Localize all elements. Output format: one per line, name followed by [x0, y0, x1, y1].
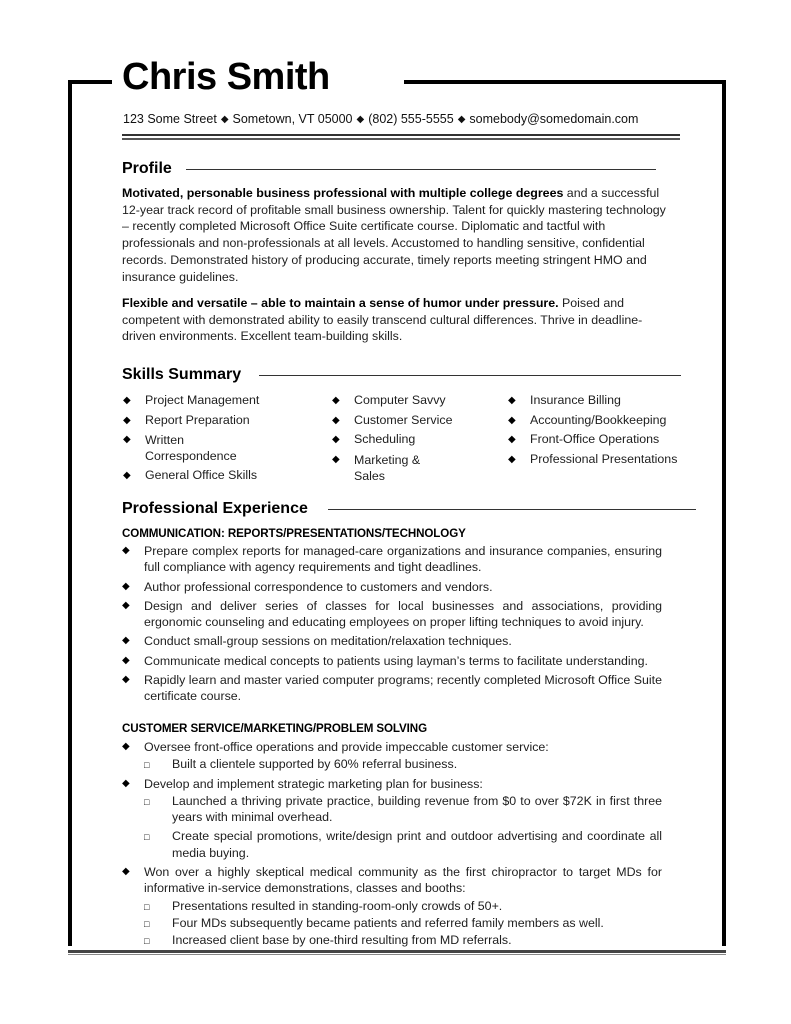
profile-section-heading	[122, 160, 656, 178]
experience-item: ◆ Won over a highly skeptical medical community as the first chiropractor to target MDs for informative in-service demonstrations, classes and booths:	[122, 865, 662, 896]
profile-paragraph-1	[122, 185, 667, 285]
experience-item: ◆ Communicate medical concepts to patients using layman’s terms to facilitate understanding.	[122, 653, 648, 668]
resume-name: Chris Smith	[122, 56, 330, 98]
profile-paragraph-2-bold: Flexible and versatile – able to maintain a sense of humor under pressure.	[122, 296, 559, 310]
experience-subitem: □ Four MDs subsequently became patients and referred family members as well.	[122, 915, 662, 931]
frame-top-left-border	[68, 80, 112, 84]
square-bullet-icon: □	[144, 901, 150, 912]
section-title: Skills Summary	[122, 366, 242, 383]
experience-item: ◆ Design and deliver series of classes for local businesses and associations, providing ergonomic counseling and educating employees on proper lifting techniques to avoid injury.	[122, 598, 662, 630]
profile-paragraph-1-bold: Motivated, personable business professional with multiple college degrees	[122, 186, 564, 200]
frame-right-border	[722, 80, 726, 946]
profile-paragraph-2-text: Poised and competent with demonstrated ability to easily transcend cultural differences. Thrive in deadline-driven environments. Excellent team-building skills.	[122, 296, 643, 344]
skill-item: ◆ Report Preparation	[123, 411, 283, 431]
diamond-bullet-icon: ◆	[332, 434, 340, 445]
experience-subitem: □ Increased client base by one-third resulting from MD referrals.	[122, 932, 662, 948]
frame-left-border	[68, 80, 72, 946]
diamond-bullet-icon: ◆	[122, 654, 130, 666]
square-bullet-icon: □	[144, 760, 150, 771]
diamond-separator-icon: ◆	[220, 114, 229, 125]
experience-item: ◆ Oversee front-office operations and provide impeccable customer service:	[122, 740, 549, 754]
section-rule	[186, 169, 656, 170]
experience-item: ◆ Conduct small-group sessions on meditation/relaxation techniques.	[122, 634, 512, 649]
experience-group-heading: COMMUNICATION: REPORTS/PRESENTATIONS/TECHNOLOGY	[122, 527, 466, 540]
diamond-bullet-icon: ◆	[332, 414, 340, 426]
diamond-bullet-icon: ◆	[508, 414, 516, 426]
experience-item: ◆ Prepare complex reports for managed-care organizations and insurance companies, ensuring full compliance with agency requirements and tight deadlines.	[122, 544, 662, 575]
skill-item: ◆ Customer Service	[332, 411, 492, 431]
experience-item: ◆ Develop and implement strategic marketing plan for business:	[122, 776, 483, 791]
header-double-rule-bottom	[122, 138, 680, 140]
frame-bottom-border-inner	[68, 954, 726, 955]
diamond-bullet-icon: ◆	[123, 414, 131, 426]
contact-email[interactable]: somebody@somedomain.com	[469, 112, 639, 126]
diamond-bullet-icon: ◆	[332, 395, 340, 406]
skill-item: ◆ Professional Presentations	[508, 450, 698, 470]
diamond-separator-icon: ◆	[457, 114, 466, 125]
square-bullet-icon: □	[144, 918, 150, 929]
diamond-bullet-icon: ◆	[122, 674, 130, 686]
square-bullet-icon: □	[144, 796, 150, 807]
skill-item: ◆ Computer Savvy	[332, 391, 492, 411]
square-bullet-icon: □	[144, 832, 150, 843]
diamond-bullet-icon: ◆	[123, 395, 131, 406]
frame-bottom-border	[68, 950, 726, 953]
diamond-bullet-icon: ◆	[508, 395, 516, 406]
skills-section-heading	[122, 366, 681, 384]
experience-subitem: □ Presentations resulted in standing-room-only crowds of 50+.	[122, 898, 662, 914]
diamond-bullet-icon: ◆	[122, 741, 130, 752]
skill-item: ◆ Scheduling	[332, 430, 492, 450]
header-double-rule-top	[122, 134, 680, 136]
diamond-bullet-icon: ◆	[123, 434, 131, 445]
section-title: Profile	[122, 160, 172, 177]
skills-column-2	[332, 391, 492, 486]
diamond-bullet-icon: ◆	[122, 777, 130, 789]
contact-street: 123 Some Street	[123, 112, 217, 126]
contact-phone: (802) 555-5555	[368, 112, 454, 126]
experience-item: ◆ Author professional correspondence to customers and vendors.	[122, 579, 493, 594]
contact-city: Sometown, VT 05000	[232, 112, 353, 126]
diamond-bullet-icon: ◆	[508, 453, 516, 465]
section-title: Professional Experience	[122, 500, 308, 517]
contact-line	[123, 112, 638, 126]
diamond-bullet-icon: ◆	[122, 866, 130, 878]
diamond-bullet-icon: ◆	[122, 580, 130, 592]
diamond-bullet-icon: ◆	[123, 470, 131, 481]
square-bullet-icon: □	[144, 936, 150, 947]
experience-group-communication	[122, 543, 662, 708]
skill-item: ◆ Project Management	[123, 391, 283, 411]
skill-item: ◆ General Office Skills	[123, 466, 283, 486]
diamond-bullet-icon: ◆	[122, 545, 130, 556]
section-rule	[328, 509, 696, 510]
diamond-bullet-icon: ◆	[122, 635, 130, 647]
experience-subitem: □ Built a clientele supported by 60% referral business.	[122, 756, 662, 772]
experience-group-heading: CUSTOMER SERVICE/MARKETING/PROBLEM SOLVING	[122, 722, 427, 735]
experience-group-customer-service	[122, 739, 662, 950]
experience-item: ◆ Rapidly learn and master varied computer programs; recently completed Microsoft Office Suite certificate course.	[122, 673, 662, 704]
diamond-bullet-icon: ◆	[508, 434, 516, 445]
experience-subitem: □ Launched a thriving private practice, building revenue from $0 to over $72K in first three years with minimal overhead.	[144, 793, 662, 825]
skill-item: ◆ Front-Office Operations	[508, 430, 698, 450]
skill-item: ◆ Insurance Billing	[508, 391, 698, 411]
frame-top-right-border	[404, 80, 726, 84]
diamond-bullet-icon: ◆	[332, 453, 340, 465]
skill-item: ◆ Accounting/Bookkeeping	[508, 411, 698, 431]
profile-paragraph-1-text: and a successful 12-year track record of profitable small business ownership. Talent for quickly mastering technology – recently completed Microsoft Office Suite certificate course. Diplomatic and tactful with professionals and non-professionals at all levels. Accustomed to handling sensitive, confidential records. Demonstrated history of producing accurate, timely reports meeting stringent HMO and insurance guidelines.	[122, 186, 666, 284]
skills-column-3	[508, 391, 698, 469]
section-rule	[259, 375, 681, 376]
skill-item: ◆ Marketing & Sales	[332, 452, 421, 483]
diamond-separator-icon: ◆	[356, 114, 365, 125]
experience-subitem: □ Create special promotions, write/design print and outdoor advertising and coordinate all media buying.	[144, 829, 662, 860]
skills-column-1	[123, 391, 283, 486]
diamond-bullet-icon: ◆	[122, 599, 130, 611]
experience-section-heading	[122, 500, 696, 518]
skill-item: ◆ Written Correspondence	[123, 433, 237, 463]
profile-paragraph-2	[122, 295, 667, 345]
